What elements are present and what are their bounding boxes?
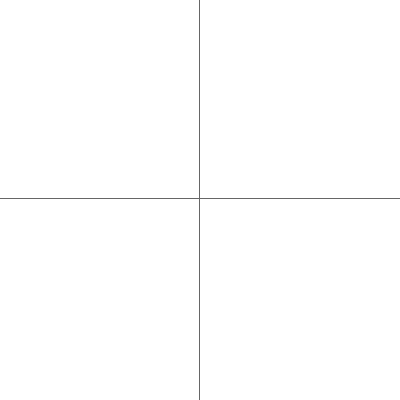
vertical-divider	[199, 0, 200, 400]
horizontal-divider	[0, 198, 400, 199]
